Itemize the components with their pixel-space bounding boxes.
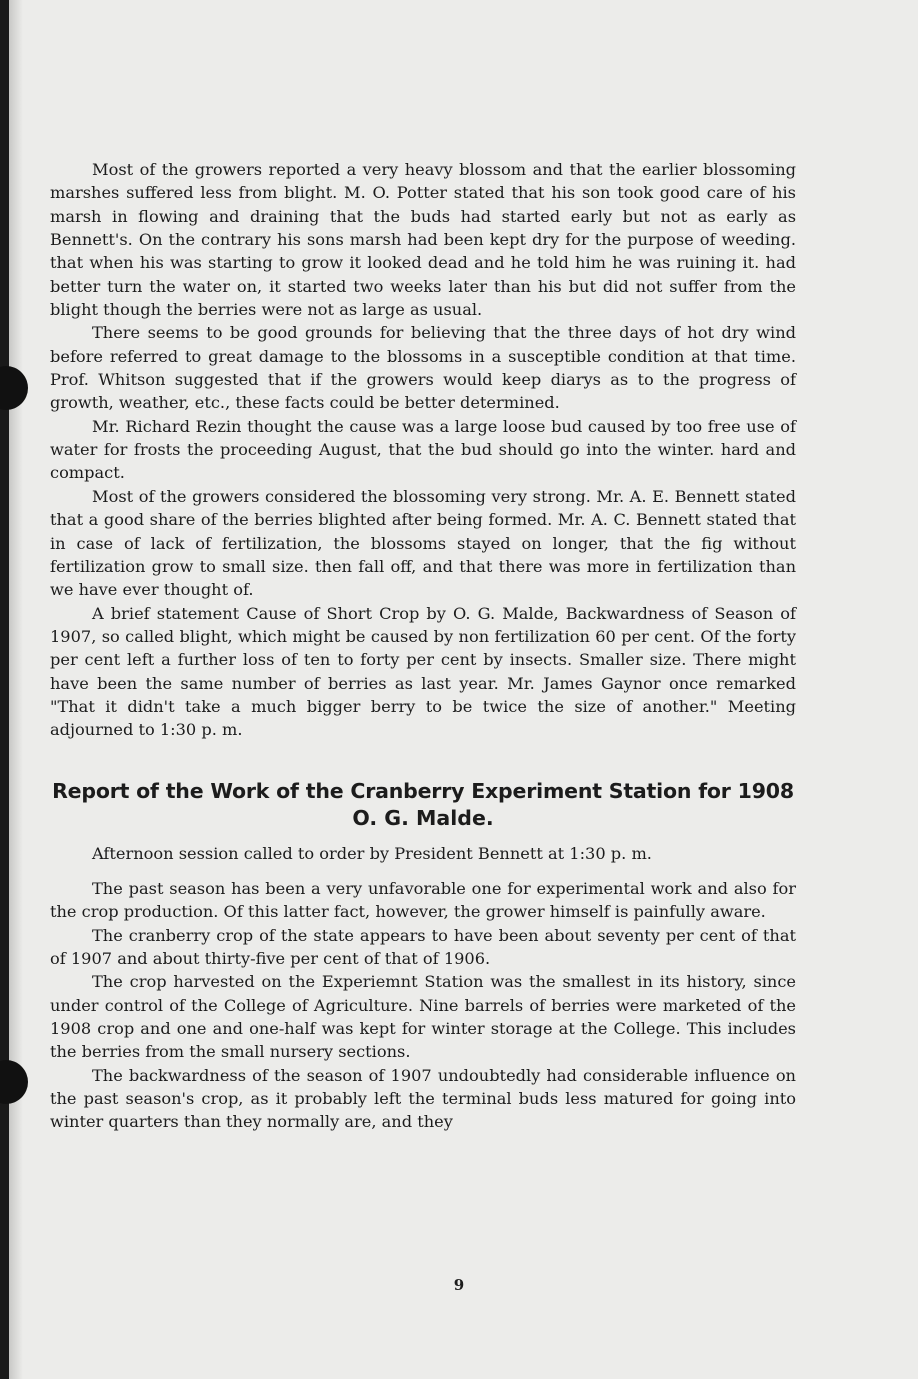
page-number: 9: [453, 1276, 465, 1294]
paragraph-short-crop-statement: A brief statement Cause of Short Crop by O. G. Malde, Backwardness of Season of 1907, so called blight, which might be caused by non fertilization 60 per cent. Of the forty per cent left a further loss of ten to forty per cent by insects. Smaller size. There might have been the same number of berries as last year. Mr. James Gaynor once remarked "That it didn't take a much bigger berry to be twice the size of another." Meeting adjourned to 1:30 p. m.: [50, 603, 796, 740]
punch-hole-top: [0, 366, 28, 410]
paragraph-growers-blossom: Most of the growers reported a very heavy blossom and that the earlier blossoming marshes suffered less from blight. M. O. Potter stated that his son took good care of his marsh in flowing and draining that the buds had started early but not as early as Bennett's. On the contrary his sons marsh had been kept dry for the purpose of weeding. that when his was starting to grow it looked dead and he told him he was ruining it. had better turn the water on, it started two weeks later than his but did not suffer from the blight though the berries were not as large as usual.: [50, 160, 796, 320]
report-title: Report of the Work of the Cranberry Experiment Station for 1908: [52, 778, 794, 803]
paragraph-backwardness: The backwardness of the season of 1907 undoubtedly had considerable influence on the past season's crop, as it probably left the terminal buds less matured for going into winter quarters than they normally are, and they: [50, 1065, 796, 1132]
paragraph-richard-rezin: Mr. Richard Rezin thought the cause was a large loose bud caused by too free use of water for frosts the proceeding August, that the bud should go into the winter. hard and compact.: [50, 416, 796, 483]
paragraph-state-crop: The cranberry crop of the state appears to have been about seventy per cent of that of 1907 and about thirty-five per cent of that of 1906.: [50, 925, 796, 968]
binding-shadow: [9, 0, 23, 1379]
paragraph-station-harvest: The crop harvested on the Experiemnt Station was the smallest in its history, since under control of the College of Agriculture. Nine barrels of berries were marketed of the 1908 crop and one and one-half was kept for winter storage at the College. This includes the berries from the small nursery sections.: [50, 972, 796, 1062]
report-author: O. G. Malde.: [352, 805, 494, 830]
document-page: [50, 158, 796, 1134]
binding-edge: [0, 0, 9, 1379]
report-section: [50, 842, 796, 1134]
punch-hole-bottom: [0, 1060, 28, 1104]
meeting-minutes-section: [50, 158, 796, 742]
paragraph-blossoming-strong: Most of the growers considered the blossoming very strong. Mr. A. E. Bennett stated that a good share of the berries blighted after being formed. Mr. A. C. Bennett stated that in case of lack of fertilization, the blossoms stayed on longer, that the fig without fertilization grow to small size. then fall off, and that there was more in fertilization than we have ever thought of.: [50, 486, 796, 600]
paragraph-past-season: The past season has been a very unfavorable one for experimental work and also for the crop production. Of this latter fact, however, the grower himself is painfully aware.: [50, 878, 796, 922]
paragraph-afternoon-session: Afternoon session called to order by President Bennett at 1:30 p. m.: [92, 843, 652, 863]
paragraph-hot-dry-wind: There seems to be good grounds for believing that the three days of hot dry wind before referred to great damage to the blossoms in a susceptible condition at that time. Prof. Whitson suggested that if the growers would keep diarys as to the progress of growth, weather, etc., these facts could be better determined.: [50, 323, 796, 413]
